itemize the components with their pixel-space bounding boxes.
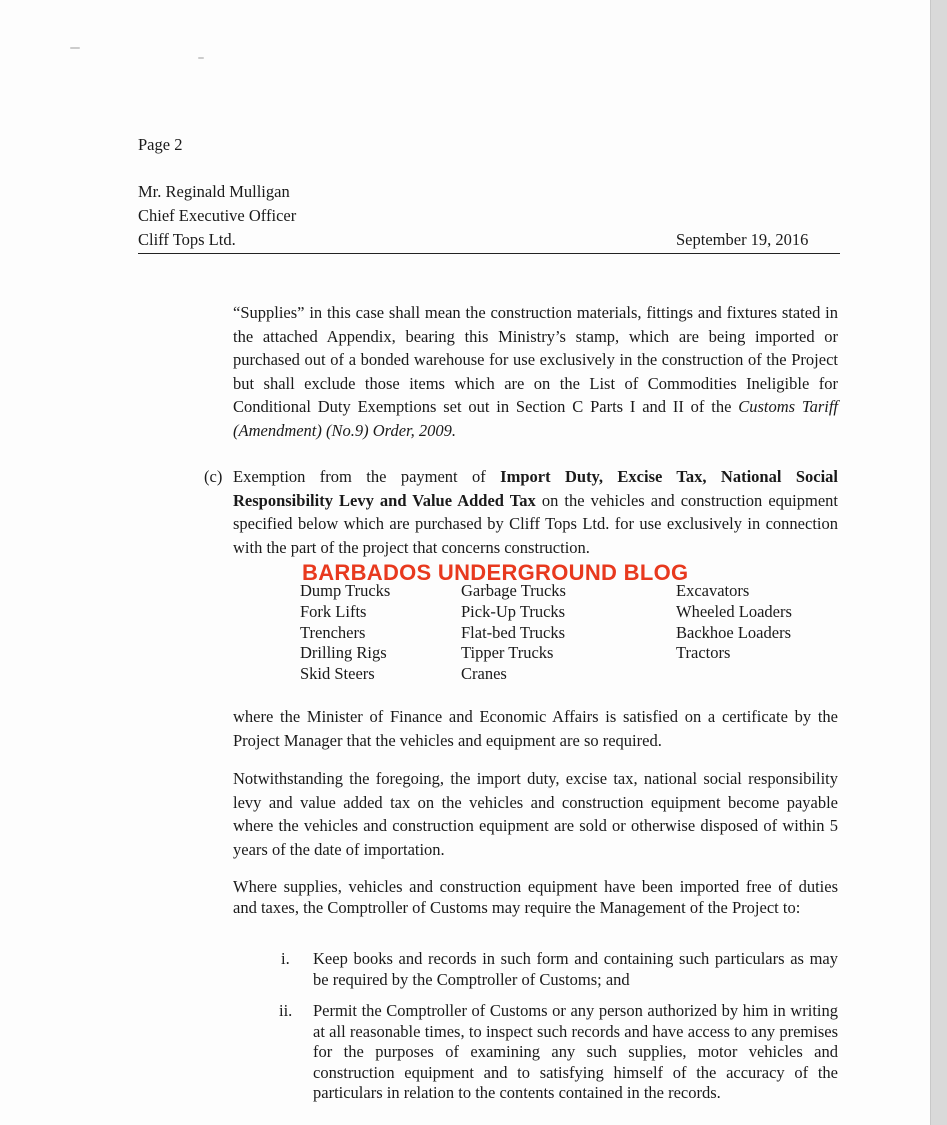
equipment-item: Drilling Rigs xyxy=(300,643,387,663)
equipment-item: Pick-Up Trucks xyxy=(461,601,566,621)
recipient-company: Cliff Tops Ltd. xyxy=(138,230,236,249)
equipment-item: Fork Lifts xyxy=(300,601,367,621)
equipment-item: Dump Trucks xyxy=(300,581,391,600)
list-marker: i. xyxy=(281,949,290,968)
letter-date: September 19, 2016 xyxy=(676,230,809,249)
header-rule xyxy=(138,253,840,254)
clause-marker: (c) xyxy=(204,467,223,486)
watermark-banner: BARBADOS UNDERGROUND BLOG xyxy=(302,560,689,585)
equipment-column-1 xyxy=(300,581,390,685)
equipment-item: Tractors xyxy=(676,643,731,663)
equipment-item: Skid Steers xyxy=(300,664,375,684)
scan-speck xyxy=(198,57,204,59)
where-paragraph: Where supplies, vehicles and construction equipment have been imported free of duties and taxes, the Comptroller of Customs may require the Management of the Project to: xyxy=(233,877,838,917)
supplies-order-title: Customs Tariff (Amendment) (No.9) Order, 2009. xyxy=(233,397,838,440)
recipient-title: Chief Executive Officer xyxy=(138,206,297,225)
equipment-item: Tipper Trucks xyxy=(461,643,554,663)
equipment-item: Cranes xyxy=(461,664,507,684)
exemption-lead: Exemption from the payment of xyxy=(233,467,501,486)
supplies-paragraph xyxy=(233,301,838,442)
list-item: Permit the Comptroller of Customs or any person authorized by him in writing at all reasonable times, to inspect such records and have access to any premises for the purposes of examining any such supplies, motor vehicles and construction equipment and to satisfying himself of the accuracy of the particulars in relation to the contents contained in the records. xyxy=(313,1001,838,1102)
scan-speck xyxy=(70,47,80,49)
recipient-name: Mr. Reginald Mulligan xyxy=(138,182,290,201)
exemption-paragraph xyxy=(233,465,838,559)
equipment-item: Garbage Trucks xyxy=(461,581,566,600)
equipment-item: Wheeled Loaders xyxy=(676,601,792,621)
equipment-item: Trenchers xyxy=(300,622,366,642)
equipment-column-2 xyxy=(461,581,566,685)
equipment-column-3 xyxy=(676,581,792,664)
recipient-block xyxy=(138,180,296,252)
notwithstanding-paragraph: Notwithstanding the foregoing, the import duty, excise tax, national social responsibility levy and value added tax on the vehicles and construction equipment become payable where the vehicles and construction equipment are sold or otherwise disposed of within 5 years of the date of importation. xyxy=(233,769,838,859)
exemption-taxes: Import Duty, Excise Tax, National Social Responsibility Levy and Value Added Tax xyxy=(233,467,838,510)
minister-paragraph: where the Minister of Finance and Economic Affairs is satisfied on a certificate by the Project Manager that the vehicles and equipment are so required. xyxy=(233,707,838,750)
supplies-text: “Supplies” in this case shall mean the construction materials, fittings and fixtures stated in the attached Appendix, bearing this Ministry’s stamp, which are being imported or purchased out of a bonded warehouse for use exclusively in the construction of the Project but shall exclude those items which are on the List of Commodities Ineligible for Conditional Duty Exemptions set out in Section C Parts I and II of the xyxy=(233,303,838,416)
list-item: Keep books and records in such form and containing such particulars as may be required by the Comptroller of Customs; and xyxy=(313,949,838,989)
equipment-item: Backhoe Loaders xyxy=(676,622,791,642)
equipment-item: Excavators xyxy=(676,581,750,600)
list-marker: ii. xyxy=(279,1001,293,1020)
exemption-rest: on the vehicles and construction equipment specified below which are purchased by Cliff Tops Ltd. for use exclusively in connection with the part of the project that concerns construction. xyxy=(233,490,838,557)
page-number: Page 2 xyxy=(138,135,183,154)
equipment-item: Flat-bed Trucks xyxy=(461,622,566,642)
